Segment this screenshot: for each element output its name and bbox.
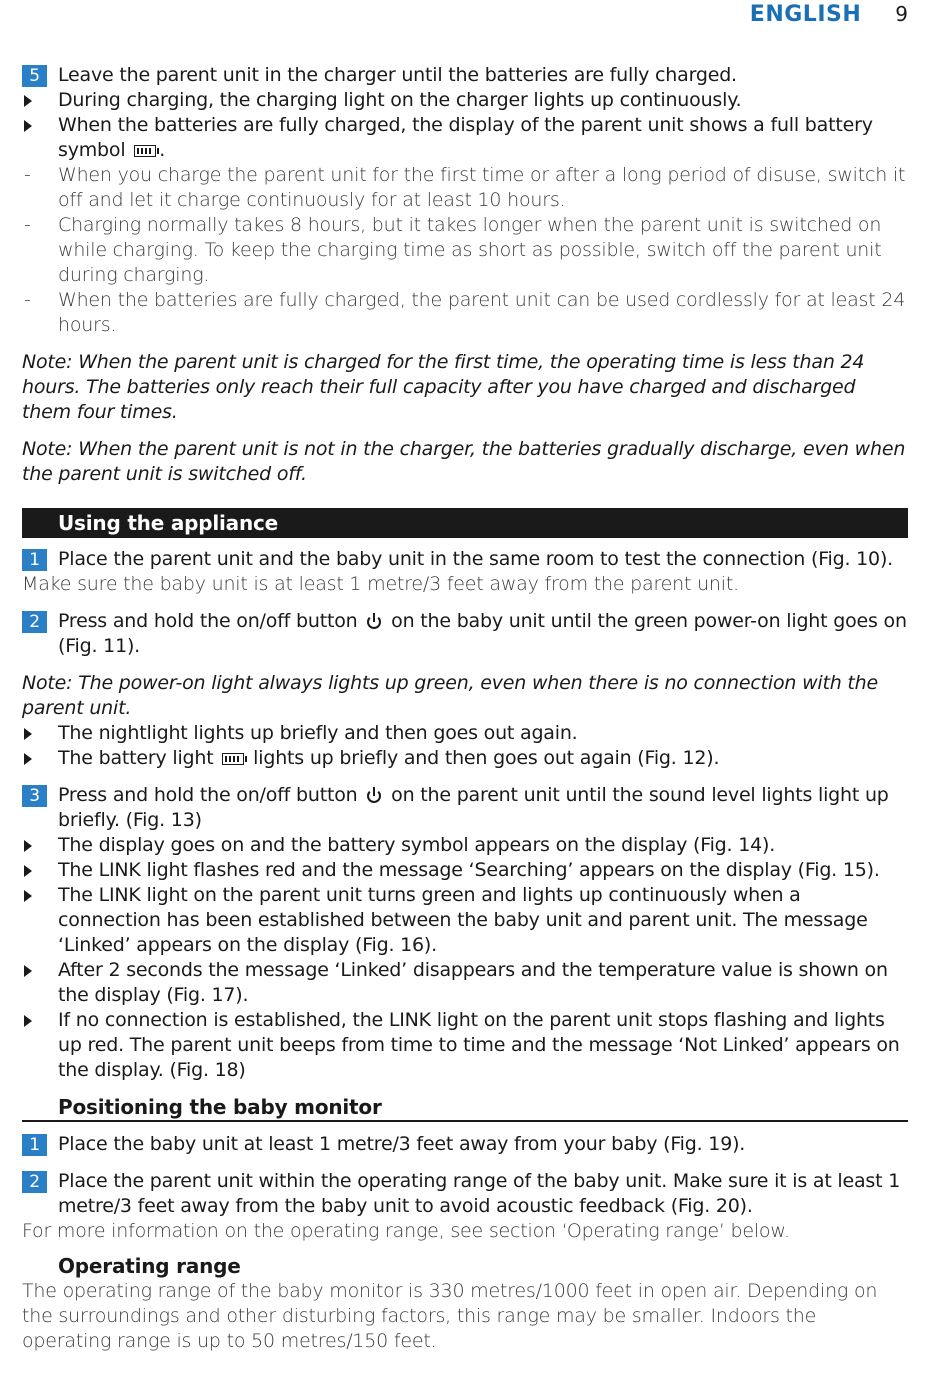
- step-number: 1: [22, 1134, 47, 1156]
- step-text-cont: on the parent unit until the sound level lights light up briefly. (Fig. 13): [58, 784, 889, 831]
- bullet-item: [22, 88, 908, 113]
- step-text-cont: on the baby unit until the green power-on light goes on (Fig. 11).: [58, 610, 907, 657]
- step-number: 1: [22, 549, 47, 571]
- step-number: 3: [22, 785, 47, 807]
- note: Note: The power-on light always lights up green, even when there is no connection with the parent unit.: [22, 672, 879, 719]
- step-5: [22, 63, 908, 88]
- bullet-text: The display goes on and the battery symbol appears on the display (Fig. 14).: [58, 834, 776, 856]
- section-heading-using: Using the appliance: [22, 508, 908, 538]
- full-battery-icon: [134, 145, 156, 157]
- step-2: [22, 1169, 908, 1219]
- bullet-icon: [24, 840, 32, 852]
- bullet-text-end: .: [159, 139, 166, 161]
- bullet-icon: [24, 865, 32, 877]
- step-text: Place the parent unit and the baby unit in the same room to test the connection (Fig. 10).: [58, 548, 893, 570]
- step-1: [22, 1132, 908, 1157]
- step-number: 5: [22, 65, 47, 87]
- note: Note: When the parent unit is not in the charger, the batteries gradually discharge, even when the parent unit is switched off.: [22, 438, 906, 485]
- bullet-icon: [24, 965, 32, 977]
- language-label: ENGLISH: [749, 1, 862, 27]
- dash-item: [22, 288, 908, 338]
- step-text: Leave the parent unit in the charger until the batteries are fully charged.: [58, 64, 737, 86]
- bullet-text: After 2 seconds the message ‘Linked’ disappears and the temperature value is shown on the display (Fig. 17).: [58, 959, 888, 1006]
- bullet-icon: [24, 890, 32, 902]
- bullet-icon: [24, 120, 32, 132]
- step-text: Place the parent unit within the operating range of the baby unit. Make sure it is at least 1 metre/3 feet away from the baby unit to avoid acoustic feedback (Fig. 20).: [58, 1170, 901, 1217]
- dash-text: When the batteries are fully charged, the parent unit can be used cordlessly for at least 24 hours.: [58, 289, 906, 336]
- bullet-item: [22, 858, 908, 883]
- dash-marker: -: [24, 289, 31, 311]
- dash-text: Charging normally takes 8 hours, but it takes longer when the parent unit is switched on while charging. To keep the charging time as short as possible, switch off the parent unit during charging.: [58, 214, 882, 286]
- bullet-item: [22, 113, 908, 163]
- bullet-text: The LINK light on the parent unit turns green and lights up continuously when a connection has been established between the baby unit and parent unit. The message ‘Linked’ appears on the display (Fig. 16).: [58, 884, 868, 956]
- bullet-item: [22, 721, 908, 746]
- step-text: Press and hold the on/off button: [58, 784, 358, 806]
- bullet-item: [22, 958, 908, 1008]
- dash-item: [22, 213, 908, 288]
- bullet-icon: [24, 1015, 32, 1027]
- bullet-item: [22, 833, 908, 858]
- bullet-item: [22, 883, 908, 958]
- step-1: [22, 547, 908, 572]
- dash-text: When you charge the parent unit for the first time or after a long period of disuse, switch it off and let it charge continuously for at least 10 hours.: [58, 164, 906, 211]
- bullet-icon: [24, 728, 32, 740]
- bullet-text: The LINK light flashes red and the message ‘Searching’ appears on the display (Fig. 15).: [58, 859, 880, 881]
- step-text: Place the baby unit at least 1 metre/3 feet away from your baby (Fig. 19).: [58, 1133, 746, 1155]
- section-heading-positioning: Positioning the baby monitor: [22, 1095, 908, 1122]
- dash-marker: -: [24, 214, 31, 236]
- note: Note: When the parent unit is charged for the first time, the operating time is less than 24 hours. The batteries only reach their full capacity after you have charged and discharged them four times.: [22, 351, 865, 423]
- dash-item: [22, 163, 908, 213]
- bullet-text: The nightlight lights up briefly and then goes out again.: [58, 722, 578, 744]
- step-number: 2: [22, 1171, 47, 1193]
- step-2: [22, 609, 908, 659]
- step-subtext: Make sure the baby unit is at least 1 metre/3 feet away from the parent unit.: [22, 573, 739, 595]
- bullet-text: If no connection is established, the LINK light on the parent unit stops flashing and lights up red. The parent unit beeps from time to time and the message ‘Not Linked’ appears on the display. (Fig. 18): [58, 1009, 900, 1081]
- power-icon: [367, 789, 381, 803]
- bullet-text: During charging, the charging light on the charger lights up continuously.: [58, 89, 742, 111]
- bullet-item: [22, 1008, 908, 1083]
- bullet-icon: [24, 95, 32, 107]
- bullet-text: The battery light: [58, 747, 214, 769]
- step-text: Press and hold the on/off button: [58, 610, 358, 632]
- bullet-text: When the batteries are fully charged, the display of the parent unit shows a full battery symbol: [58, 114, 873, 161]
- bullet-item: [22, 746, 908, 771]
- step-subtext: For more information on the operating range, see section ‘Operating range’ below.: [22, 1220, 790, 1242]
- bullet-icon: [24, 753, 32, 765]
- battery-icon: [222, 753, 244, 765]
- section-heading-range: Operating range: [58, 1254, 241, 1278]
- step-3: [22, 783, 908, 833]
- step-number: 2: [22, 611, 47, 633]
- document-body: [22, 0, 908, 1354]
- power-icon: [367, 615, 381, 629]
- range-text: The operating range of the baby monitor is 330 metres/1000 feet in open air. Depending on the surroundings and other disturbing factors, this range may be smaller. Indoors the operating range is up to 50 metres/150 feet.: [22, 1280, 878, 1352]
- dash-marker: -: [24, 164, 31, 186]
- bullet-text-cont: lights up briefly and then goes out again (Fig. 12).: [253, 747, 720, 769]
- page-number: 9: [895, 2, 908, 26]
